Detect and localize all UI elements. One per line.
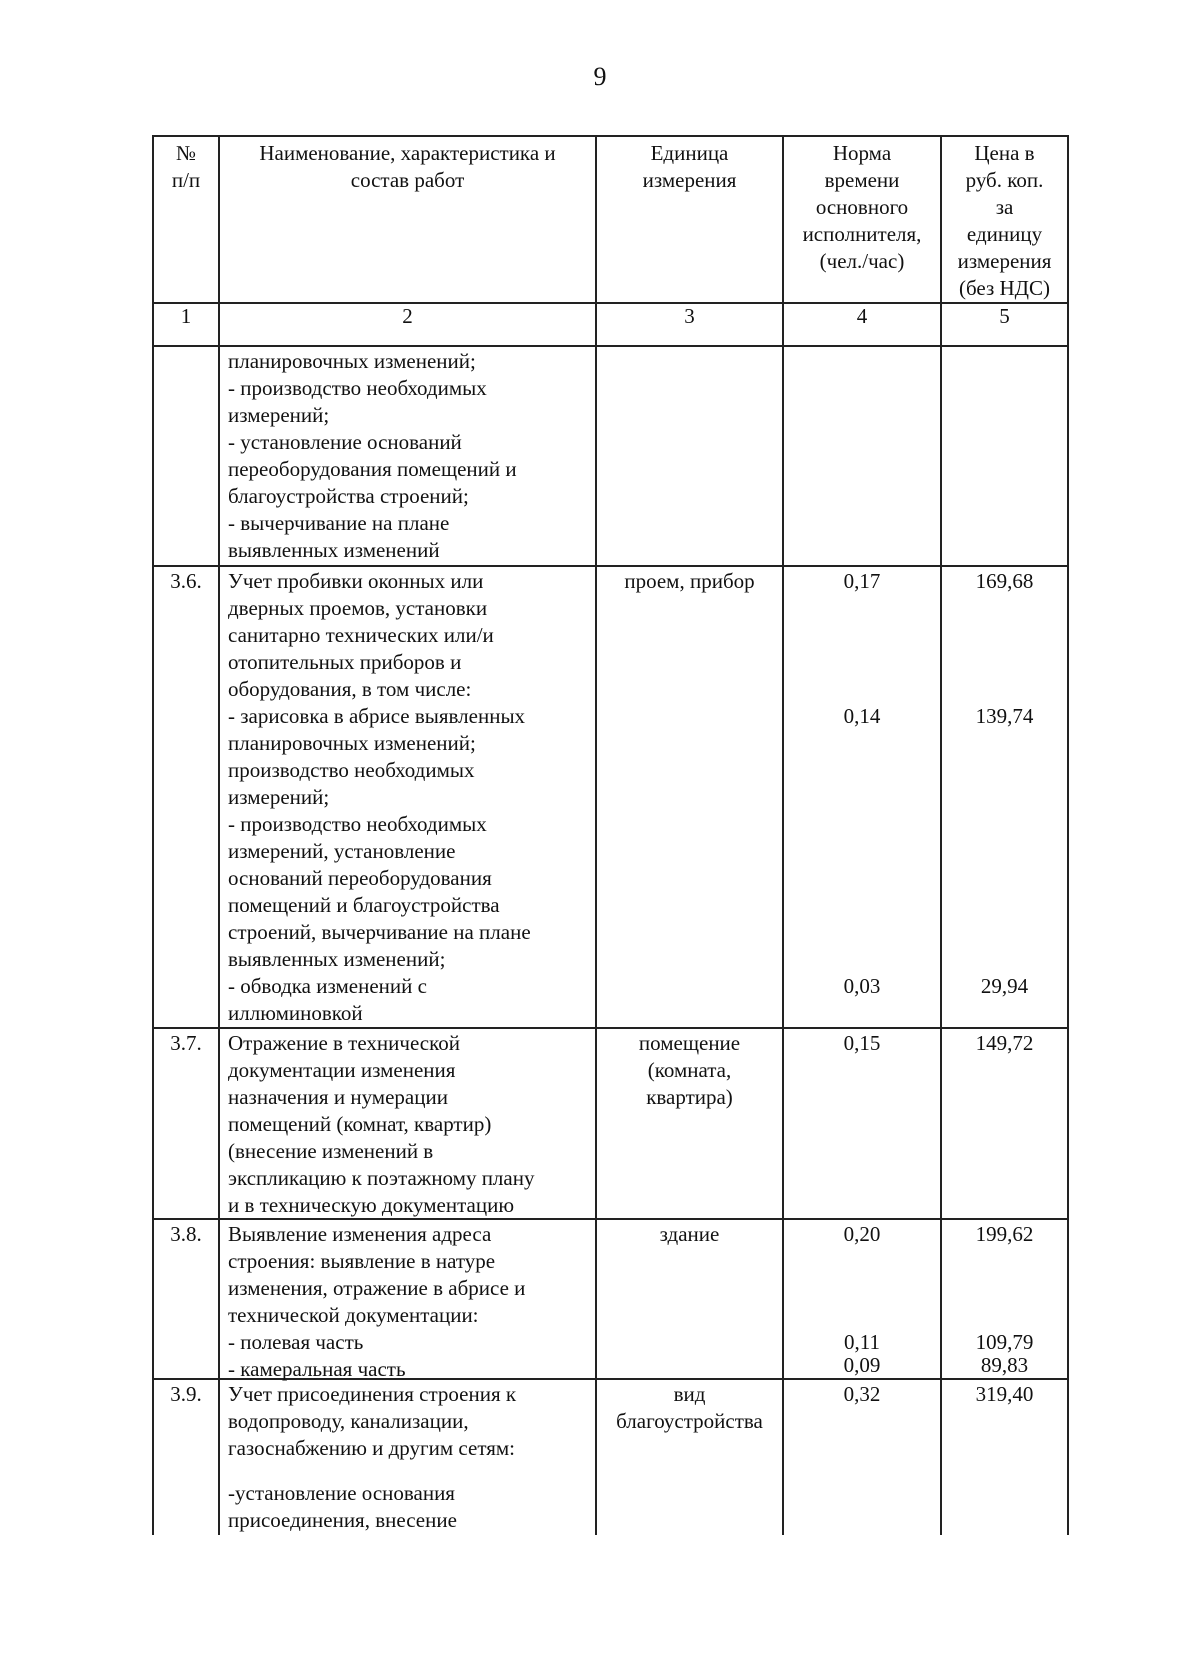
row-norm: 0,11	[844, 1330, 880, 1354]
column-number: 1	[180, 304, 192, 328]
row-unit: проем, прибор	[624, 569, 755, 593]
row-number: 3.6.	[170, 569, 202, 593]
row-unit: здание	[659, 1222, 720, 1246]
row-price: 109,79	[975, 1330, 1034, 1354]
header-time-norm: Норма времени основного исполнителя, (чел./час)	[802, 141, 922, 273]
row-price: 319,40	[975, 1382, 1034, 1406]
row-unit: помещение (комната, квартира)	[638, 1031, 741, 1109]
row-norm: 0,15	[843, 1031, 881, 1055]
row-price: 169,68	[975, 569, 1034, 593]
row-divider	[152, 565, 1069, 567]
row-number: 3.7.	[170, 1031, 202, 1055]
row-description-continued: -установление основания присоединения, внесение	[228, 1481, 457, 1532]
row-norm: 0,03	[843, 974, 881, 998]
row-price: 89,83	[980, 1353, 1029, 1377]
row-divider	[152, 345, 1069, 347]
row-price: 149,72	[975, 1031, 1034, 1055]
header-unit: Единица измерения	[642, 141, 737, 192]
row-norm: 0,20	[843, 1222, 881, 1246]
row-norm: 0,09	[843, 1353, 881, 1377]
row-price: 29,94	[980, 974, 1029, 998]
page-number: 9	[593, 62, 607, 91]
row-description: Отражение в технической документации изменения назначения и нумерации помещений (комнат, квартир) (внесение изменений в экспликацию к поэтажному плану и в техническую документацию	[228, 1031, 535, 1217]
column-number: 4	[856, 304, 868, 328]
column-number: 3	[684, 304, 695, 328]
row-number: 3.8.	[170, 1222, 202, 1246]
row-description: Учет присоединения строения к водопроводу, канализации, газоснабжению и другим сетям:	[228, 1382, 517, 1460]
row-divider	[152, 1027, 1069, 1029]
header-price: Цена в руб. коп. за единицу измерения (без НДС)	[957, 141, 1052, 300]
row-price: 199,62	[975, 1222, 1034, 1246]
header-number: № п/п	[171, 141, 201, 192]
row-description: планировочных изменений; - производство необходимых измерений; - установление оснований переоборудования помещений и благоустройства строений; - вычерчивание на плане выявленных изменений	[228, 349, 517, 562]
row-description: Выявление изменения адреса строения: выявление в натуре изменения, отражение в абрисе и технической документации: - полевая часть - камеральная часть	[228, 1222, 526, 1381]
row-number: 3.9.	[170, 1382, 202, 1406]
column-number: 2	[402, 304, 413, 328]
row-norm: 0,32	[843, 1382, 881, 1406]
row-price: 139,74	[975, 704, 1034, 728]
row-description: Учет пробивки оконных или дверных проемов, установки санитарно технических или/и отопительных приборов и оборудования, в том числе: - зарисовка в абрисе выявленных планировочных изменений; производство необходимых измерений; - производство необходимых измерений, установление оснований переоборудования помещений и благоустройства строений, вычерчивание на плане выявленных изменений; - обводка изменений с иллюминовкой	[228, 569, 531, 1025]
column-number: 5	[999, 304, 1010, 328]
row-norm: 0,17	[843, 569, 881, 593]
row-unit: вид благоустройства	[616, 1382, 763, 1433]
header-description: Наименование, характеристика и состав работ	[259, 141, 556, 192]
row-norm: 0,14	[843, 704, 881, 728]
table-border-top	[152, 135, 1069, 137]
